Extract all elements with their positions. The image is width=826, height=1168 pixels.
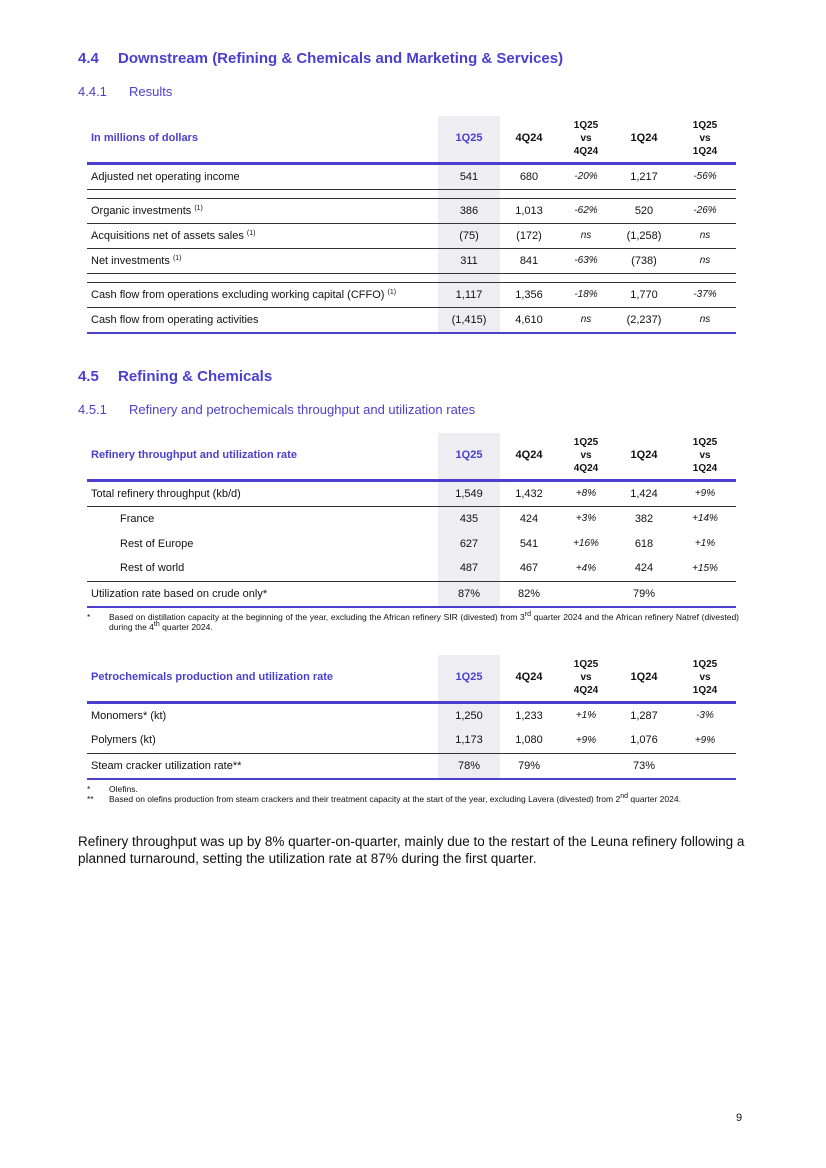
section-number: 4.5	[78, 368, 99, 385]
row-label: Acquisitions net of assets sales $^{(1)}$	[87, 223, 438, 248]
subsection-number: 4.5.1	[78, 402, 107, 417]
footnote-steam-cracker	[87, 794, 739, 804]
cell-1q24: (738)	[614, 248, 674, 273]
section-heading-4-4	[78, 50, 563, 67]
subsection-heading-4-4-1	[78, 84, 172, 99]
footnote-olefins	[87, 784, 739, 794]
section-number: 4.4	[78, 50, 99, 67]
cell-4q24: 467	[500, 556, 558, 581]
cell-1q25: 487	[438, 556, 500, 581]
footnote-text: Olefins.	[109, 784, 138, 794]
cell-1q24: (1,258)	[614, 223, 674, 248]
footnote-mark: *	[87, 784, 91, 794]
cell-1q25: 78%	[438, 753, 500, 779]
cell-1q24: 382	[634, 512, 654, 525]
cell-change-4q24: +3%	[575, 513, 597, 525]
cell-change-4q24: ns	[558, 307, 614, 333]
table-row	[87, 753, 736, 779]
refinery-throughput-table	[87, 433, 736, 608]
cell-1q25: 435	[438, 506, 500, 531]
cell-4q24: 541	[519, 537, 539, 550]
footnote-mark: **	[87, 794, 94, 804]
cell-1q24: 79%	[614, 581, 674, 607]
table-row	[87, 198, 736, 223]
cell-1q25: 1,117	[438, 282, 500, 307]
cell-4q24: 82%	[500, 581, 558, 607]
row-label: Organic investments $^{(1)}$	[87, 198, 438, 223]
cell-change-4q24: -62%	[558, 198, 614, 223]
cell-1q25: (75)	[438, 223, 500, 248]
cell-change-4q24: +9%	[558, 728, 614, 753]
header-4q24: 4Q24	[515, 671, 543, 684]
cell-1q25: 311	[438, 248, 500, 273]
cell-change-1q24: ns	[674, 223, 736, 248]
cell-1q24: 73%	[614, 753, 674, 779]
header-1q25-vs-4q24: 1Q25 vs 4Q24	[573, 437, 599, 475]
cell-change-4q24: +4%	[558, 556, 614, 581]
cell-1q24: 1,287	[630, 709, 658, 722]
row-label: Rest of world	[87, 556, 438, 581]
row-label: Steam cracker utilization rate**	[87, 753, 438, 779]
table-header-row	[87, 433, 736, 480]
header-1q25-vs-1q24: 1Q25 vs 1Q24	[692, 437, 718, 475]
cell-1q24: 618	[634, 537, 654, 550]
cell-change-4q24	[558, 753, 614, 779]
table-row	[87, 556, 736, 581]
header-1q25: 1Q25	[438, 655, 500, 702]
cell-4q24: 424	[519, 512, 539, 525]
section-title: Refining & Chemicals	[118, 368, 273, 385]
page-number: 9	[736, 1112, 743, 1124]
cell-change-4q24: -63%	[558, 248, 614, 273]
cell-1q25: (1,415)	[438, 307, 500, 333]
row-label: Cash flow from operating activities	[87, 307, 438, 333]
cell-4q24: 680	[500, 163, 558, 189]
row-label: Utilization rate based on crude only*	[87, 581, 438, 607]
cell-4q24: 1,432	[500, 480, 558, 506]
cell-change-4q24: +1%	[575, 710, 597, 722]
cell-1q25: 541	[438, 163, 500, 189]
cell-change-1q24: +1%	[694, 538, 716, 549]
table-spacer	[87, 189, 736, 198]
table-row	[87, 480, 736, 506]
table-row	[87, 531, 736, 556]
table-row	[87, 506, 736, 531]
table-spacer	[87, 273, 736, 282]
cell-change-1q24: -26%	[674, 198, 736, 223]
header-label: In millions of dollars	[91, 132, 198, 145]
cell-change-1q24: +9%	[674, 480, 736, 506]
table-row	[87, 223, 736, 248]
refinery-footnote	[87, 612, 739, 632]
subsection-title: Refinery and petrochemicals throughput and utilization rates	[129, 402, 476, 417]
row-label: Polymers (kt)	[87, 728, 438, 753]
cell-1q25: 1,173	[438, 728, 500, 753]
cell-4q24: (172)	[500, 223, 558, 248]
row-label: Rest of Europe	[120, 537, 194, 550]
cell-1q25: 1,549	[438, 480, 500, 506]
header-1q25-vs-1q24: 1Q25 vs 1Q24	[692, 120, 718, 158]
footnote-mark: *	[87, 612, 91, 622]
cell-1q25: 1,250	[438, 702, 500, 728]
cell-change-4q24: -20%	[558, 163, 614, 189]
cell-4q24: 1,013	[500, 198, 558, 223]
table-row	[87, 581, 736, 607]
table-row	[87, 163, 736, 189]
table-row	[87, 307, 736, 333]
cell-1q25: 627	[438, 531, 500, 556]
cell-1q24: 424	[614, 556, 674, 581]
section-heading-4-5	[78, 368, 272, 385]
header-4q24: 4Q24	[515, 449, 543, 462]
row-label: Monomers* (kt)	[91, 709, 167, 722]
cell-1q24: 1,770	[614, 282, 674, 307]
cell-change-1q24: +14%	[692, 513, 718, 525]
cell-change-1q24: +15%	[674, 556, 736, 581]
cell-1q24: 1,217	[614, 163, 674, 189]
cell-1q24: 520	[614, 198, 674, 223]
downstream-results-table	[87, 116, 736, 334]
header-1q24: 1Q24	[630, 132, 658, 145]
header-1q25: 1Q25	[438, 116, 500, 163]
subsection-title: Results	[129, 84, 173, 99]
section-title: Downstream (Refining & Chemicals and Marketing & Services)	[118, 50, 564, 67]
table-header-row	[87, 116, 736, 163]
table-row	[87, 702, 736, 728]
table-row	[87, 728, 736, 753]
cell-1q24: 1,424	[614, 480, 674, 506]
footnote-text: Based on distillation capacity at the beginning of the year, excluding the African refinery SIR (divested) from 3rd quarter 2024 and the African refinery Natref (divested) during the 4th quarter 2024.	[109, 611, 740, 632]
row-label: Total refinery throughput (kb/d)	[87, 480, 438, 506]
header-1q25: 1Q25	[438, 433, 500, 480]
body-paragraph: Refinery throughput was up by 8% quarter-on-quarter, mainly due to the restart of the Leuna refinery following a planned turnaround, setting the utilization rate at 87% during the first quarter.	[78, 834, 745, 866]
cell-change-1q24	[674, 581, 736, 607]
row-label: Net investments $^{(1)}$	[87, 248, 438, 273]
cell-1q24: (2,237)	[614, 307, 674, 333]
petrochemicals-footnotes	[87, 784, 739, 804]
row-label: France	[120, 512, 155, 525]
cell-1q25: 87%	[438, 581, 500, 607]
cell-4q24: 1,356	[500, 282, 558, 307]
header-label: Petrochemicals production and utilization rate	[91, 671, 334, 684]
header-1q25-vs-4q24: 1Q25 vs 4Q24	[573, 120, 599, 158]
cell-change-4q24: +8%	[558, 480, 614, 506]
cell-change-1q24: -56%	[674, 163, 736, 189]
cell-change-1q24: -37%	[674, 282, 736, 307]
subsection-number: 4.4.1	[78, 84, 107, 99]
header-4q24: 4Q24	[515, 132, 543, 145]
cell-4q24: 79%	[500, 753, 558, 779]
header-1q24: 1Q24	[630, 671, 658, 684]
cell-change-1q24: -3%	[696, 710, 714, 722]
table-header-row	[87, 655, 736, 702]
cell-1q24: 1,076	[614, 728, 674, 753]
cell-4q24: 1,080	[500, 728, 558, 753]
row-label: Cash flow from operations excluding working capital (CFFO) $^{(1)}$	[87, 282, 438, 307]
petrochemicals-production-table	[87, 655, 736, 780]
cell-1q25: 386	[438, 198, 500, 223]
cell-change-4q24: +16%	[573, 538, 599, 549]
cell-change-4q24: ns	[558, 223, 614, 248]
header-1q25-vs-4q24: 1Q25 vs 4Q24	[573, 659, 599, 697]
cell-change-1q24: +9%	[674, 728, 736, 753]
cell-change-1q24	[674, 753, 736, 779]
table-row	[87, 282, 736, 307]
cell-change-1q24: ns	[674, 307, 736, 333]
cell-change-1q24: ns	[674, 248, 736, 273]
header-label: Refinery throughput and utilization rate	[91, 449, 297, 462]
cell-change-4q24	[558, 581, 614, 607]
cell-4q24: 841	[500, 248, 558, 273]
table-row	[87, 248, 736, 273]
footnote-text: Based on olefins production from steam crackers and their treatment capacity at the start of the year, excluding Lavera (divested) from 2nd quarter 2024.	[109, 793, 681, 804]
row-label: Adjusted net operating income	[87, 163, 438, 189]
subsection-heading-4-5-1	[78, 402, 475, 417]
cell-change-4q24: -18%	[558, 282, 614, 307]
cell-4q24: 1,233	[515, 709, 543, 722]
header-1q25-vs-1q24: 1Q25 vs 1Q24	[692, 659, 718, 697]
header-1q24: 1Q24	[630, 449, 658, 462]
cell-4q24: 4,610	[500, 307, 558, 333]
